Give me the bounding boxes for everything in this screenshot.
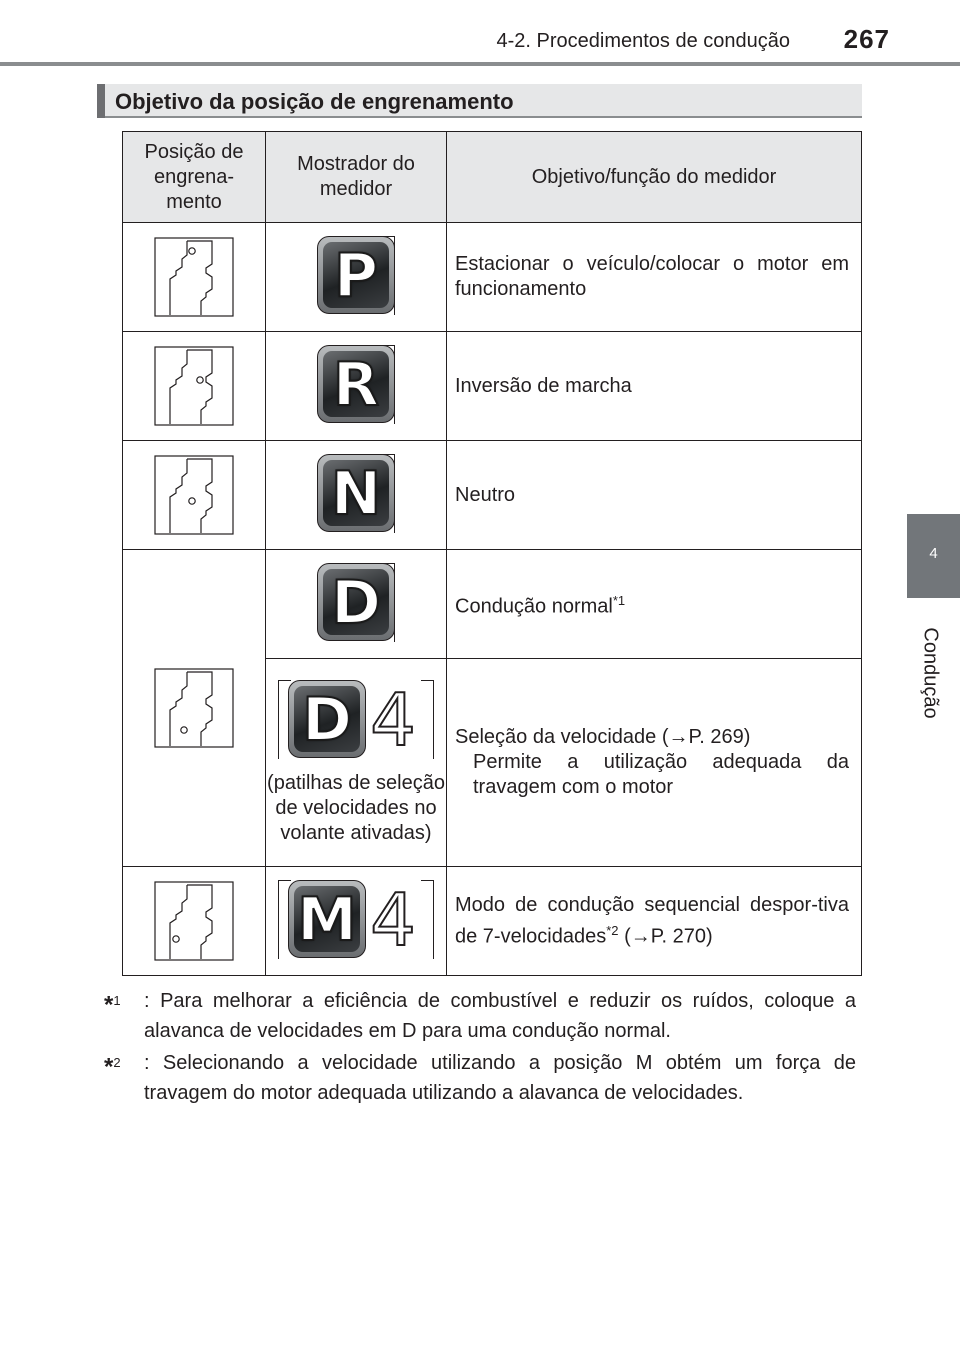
gear-letter: P bbox=[334, 240, 378, 311]
description-n: Neutro bbox=[447, 441, 862, 550]
table-row bbox=[123, 332, 862, 441]
table-row bbox=[123, 550, 862, 659]
footnote-1-text: : Para melhorar a eficiência de combustível e reduzir os ruídos, coloque a alavanca de velocidades em D para uma condução normal. bbox=[144, 990, 856, 1042]
footnote-2 bbox=[104, 1048, 856, 1108]
section-title-marker bbox=[97, 84, 105, 118]
gear-letter: D bbox=[331, 567, 381, 638]
header-purpose: Objetivo/função do medidor bbox=[447, 132, 862, 223]
footnote-ref-1: *1 bbox=[612, 593, 626, 609]
shift-gate-icon bbox=[154, 881, 234, 961]
description-d-text: Condução normal bbox=[455, 595, 613, 618]
description-d4 bbox=[447, 659, 862, 867]
footnote-star: * bbox=[104, 991, 114, 1019]
gear-indicator-p bbox=[317, 236, 395, 314]
shift-lever-d-diagram bbox=[123, 550, 266, 867]
shift-lever-n-diagram bbox=[123, 441, 266, 550]
meter-display-p bbox=[266, 223, 447, 332]
chapter-label bbox=[910, 608, 950, 738]
table-row bbox=[123, 441, 862, 550]
table-row bbox=[123, 223, 862, 332]
paddle-shift-caption: (patilhas de seleção de velocidades no volante ativadas) bbox=[267, 771, 445, 844]
footnote-2-mark bbox=[104, 1048, 121, 1084]
header-meter-display-text: Mostrador do medidor bbox=[297, 153, 415, 200]
shift-lever-m-diagram bbox=[123, 867, 266, 976]
gear-number: 4 bbox=[370, 877, 416, 962]
section-title-bar bbox=[97, 84, 862, 118]
meter-display-d4 bbox=[266, 659, 447, 867]
header-section-title: 4-2. Procedimentos de condução bbox=[496, 30, 790, 52]
gear-letter: M bbox=[297, 884, 357, 955]
footnote-number: 2 bbox=[113, 1055, 121, 1070]
meter-display-d bbox=[266, 550, 447, 659]
gear-letter: D bbox=[302, 684, 352, 755]
meter-display-m4 bbox=[266, 867, 447, 976]
description-m4-text: Modo de condução sequencial despor-tiva de 7-velocidades bbox=[455, 893, 849, 948]
footnote-ref-2: *2 bbox=[606, 922, 619, 938]
footnote-star: * bbox=[104, 1053, 114, 1081]
shift-gate-icon bbox=[154, 455, 234, 535]
chapter-tab: 4 bbox=[907, 514, 960, 598]
description-d4-text: Seleção da velocidade (→P. 269) bbox=[455, 726, 751, 748]
shift-lever-p-diagram bbox=[123, 223, 266, 332]
description-m4-tail: (→P. 270) bbox=[618, 925, 713, 948]
table-header-row bbox=[123, 132, 862, 223]
gear-letter: R bbox=[332, 349, 380, 420]
footnote-2-text: : Selecionando a velocidade utilizando a posição M obtém um força de travagem do motor adequada utilizando a alavanca de velocidades. bbox=[144, 1052, 856, 1104]
meter-display-r bbox=[266, 332, 447, 441]
description-m4 bbox=[447, 867, 862, 976]
description-d bbox=[447, 550, 862, 659]
header-gear-position bbox=[123, 132, 266, 223]
gear-indicator-m4 bbox=[278, 877, 434, 962]
header-rule bbox=[0, 62, 960, 66]
footnote-1 bbox=[104, 986, 856, 1046]
gear-indicator-d4 bbox=[278, 677, 434, 762]
page-number: 267 bbox=[843, 24, 890, 54]
meter-display-n bbox=[266, 441, 447, 550]
gear-position-table bbox=[122, 131, 862, 976]
description-p: Estacionar o veículo/colocar o motor em funcionamento bbox=[447, 223, 862, 332]
shift-gate-icon bbox=[154, 346, 234, 426]
gear-number: 4 bbox=[370, 677, 416, 762]
description-r: Inversão de marcha bbox=[447, 332, 862, 441]
header-meter-display bbox=[266, 132, 447, 223]
footnote-1-mark bbox=[104, 986, 121, 1022]
table-row bbox=[123, 867, 862, 976]
section-title: Objetivo da posição de engrenamento bbox=[115, 89, 514, 114]
header-gear-position-text: Posição de engrena-mento bbox=[144, 140, 244, 213]
description-d4-sub: Permite a utilização adequada da travagem com o motor bbox=[473, 751, 849, 798]
gear-indicator-r bbox=[317, 345, 395, 423]
gear-indicator-n bbox=[317, 454, 395, 532]
gear-letter: N bbox=[330, 458, 382, 529]
shift-gate-icon bbox=[154, 668, 234, 748]
footnote-number: 1 bbox=[113, 993, 121, 1008]
chapter-label-text: Condução bbox=[919, 627, 942, 719]
shift-gate-icon bbox=[154, 237, 234, 317]
shift-lever-r-diagram bbox=[123, 332, 266, 441]
gear-indicator-d bbox=[317, 563, 395, 641]
